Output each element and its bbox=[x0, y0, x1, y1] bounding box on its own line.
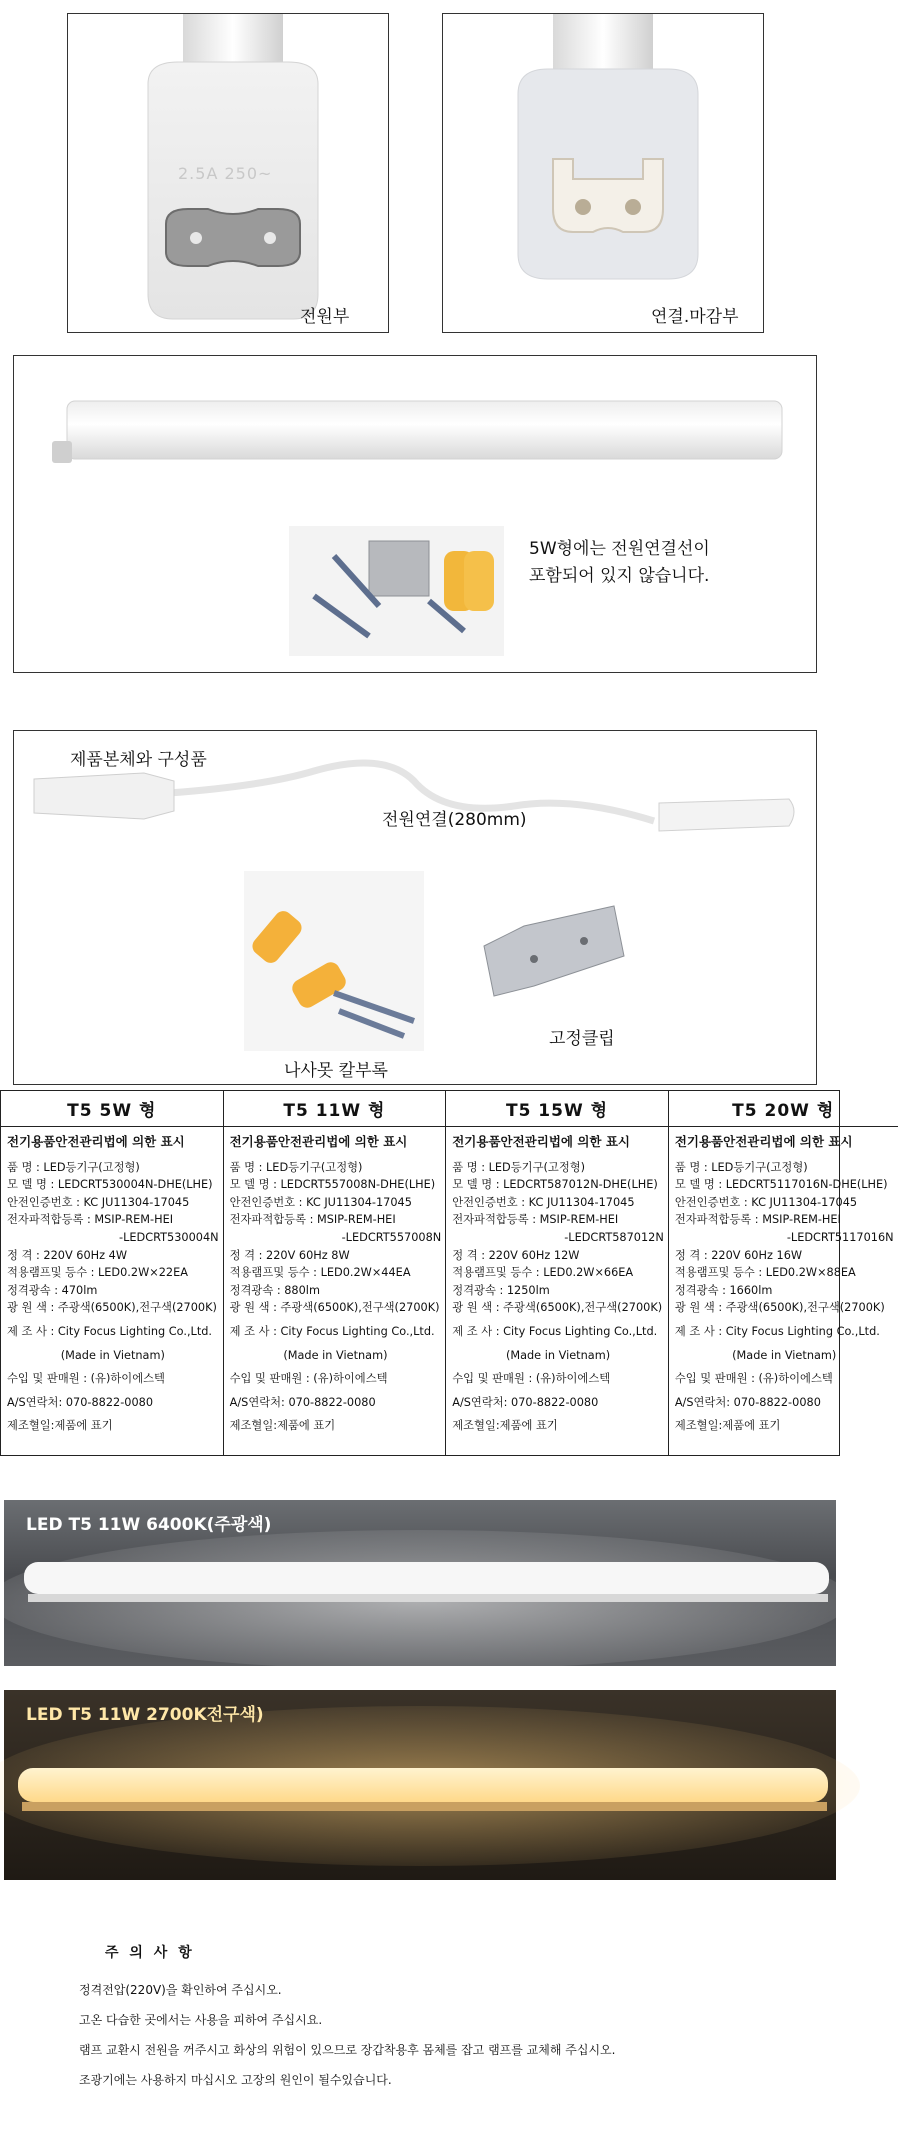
spec-flux: 정격광속 : 1660lm bbox=[674, 1283, 773, 1297]
spec-as: A/S연락처: 070-8822-0080 bbox=[452, 1395, 599, 1409]
spec-subtitle: 전기용품안전관리법에 의한 표시 bbox=[7, 1134, 185, 1149]
spec-emc: 전자파적합등록 : MSIP-REM-HEI bbox=[674, 1213, 841, 1227]
spec-maker: 제 조 사 : City Focus Lighting Co.,Ltd. bbox=[7, 1324, 213, 1338]
spec-model: 모 델 명 : LEDCRT530004N-DHE(LHE) bbox=[7, 1178, 213, 1192]
spec-maker: 제 조 사 : City Focus Lighting Co.,Ltd. bbox=[674, 1324, 880, 1338]
caution-line: 조광기에는 사용하지 마십시오 고장의 원인이 될수있습니다. bbox=[79, 2073, 392, 2087]
spec-model: 모 델 명 : LEDCRT5117016N-DHE(LHE) bbox=[674, 1178, 888, 1192]
spec-product: 품 명 : LED등기구(고정형) bbox=[674, 1160, 808, 1174]
spec-cert: 안전인증번호 : KC JU11304-17045 bbox=[7, 1195, 190, 1209]
spec-column-20w bbox=[669, 1091, 898, 1455]
spec-lamp: 적용램프및 등수 : LED0.2W×66EA bbox=[452, 1266, 634, 1280]
connector-illustration bbox=[443, 14, 765, 334]
spec-importer: 수입 및 판매원 : (유)하이에스텍 bbox=[7, 1372, 165, 1386]
spec-origin: (Made in Vietnam) bbox=[732, 1348, 837, 1362]
daylight-lamp-photo bbox=[4, 1500, 836, 1666]
lamp-5w-photo bbox=[13, 355, 817, 673]
connector-part-photo bbox=[442, 13, 764, 333]
spec-as: A/S연락처: 070-8822-0080 bbox=[229, 1395, 376, 1409]
spec-as: A/S연락처: 070-8822-0080 bbox=[674, 1395, 821, 1409]
spec-model: 모 델 명 : LEDCRT587012N-DHE(LHE) bbox=[452, 1178, 658, 1192]
components-photo bbox=[13, 730, 817, 1085]
power-part-photo bbox=[67, 13, 389, 333]
caution-title: 주 의 사 항 bbox=[105, 1945, 195, 1961]
spec-date: 제조혈일:제품에 표기 bbox=[452, 1419, 558, 1433]
spec-flux: 정격광속 : 880lm bbox=[229, 1283, 320, 1297]
spec-importer: 수입 및 판매원 : (유)하이에스텍 bbox=[452, 1372, 611, 1386]
spec-head: T5 5W 형 bbox=[1, 1091, 223, 1127]
spec-origin: (Made in Vietnam) bbox=[60, 1348, 165, 1362]
caution-line: 정격전압(220V)을 확인하여 주십시오. bbox=[79, 1983, 282, 1997]
lamp-tube-illustration bbox=[14, 356, 818, 674]
spec-flux: 정격광속 : 1250lm bbox=[452, 1283, 550, 1297]
spec-origin: (Made in Vietnam) bbox=[505, 1348, 611, 1362]
spec-lamp: 적용램프및 등수 : LED0.2W×88EA bbox=[674, 1266, 856, 1280]
screw-label: 나사못 칼부록 bbox=[284, 1061, 388, 1081]
spec-product: 품 명 : LED등기구(고정형) bbox=[7, 1160, 140, 1174]
power-socket-embossed-text: 2.5A 250~ bbox=[178, 164, 273, 183]
spec-head: T5 15W 형 bbox=[446, 1091, 668, 1127]
spec-lamp: 적용램프및 등수 : LED0.2W×22EA bbox=[7, 1266, 188, 1280]
spec-color: 광 원 색 : 주광색(6500K),전구색(2700K) bbox=[452, 1301, 663, 1315]
spec-product: 품 명 : LED등기구(고정형) bbox=[452, 1160, 586, 1174]
spec-cert: 안전인증번호 : KC JU11304-17045 bbox=[229, 1195, 412, 1209]
spec-color: 광 원 색 : 주광색(6500K),전구색(2700K) bbox=[7, 1301, 217, 1315]
spec-rating: 정 격 : 220V 60Hz 12W bbox=[452, 1248, 580, 1262]
power-part-label: 전원부 bbox=[300, 307, 350, 327]
spec-emc2: -LEDCRT5117016N bbox=[786, 1230, 894, 1244]
spec-column-11w bbox=[224, 1091, 447, 1455]
spec-cert: 안전인증번호 : KC JU11304-17045 bbox=[452, 1195, 635, 1209]
caution-line: 고온 다습한 곳에서는 사용을 피하여 주십시요. bbox=[79, 2013, 323, 2027]
note-5w-line2: 포함되어 있지 않습니다. bbox=[529, 566, 710, 586]
spec-date: 제조혈일:제품에 표기 bbox=[674, 1419, 781, 1433]
note-5w-line1: 5W형에는 전원연결선이 bbox=[529, 539, 710, 559]
spec-date: 제조혈일:제품에 표기 bbox=[7, 1419, 113, 1433]
spec-table bbox=[0, 1090, 894, 1456]
spec-rating: 정 격 : 220V 60Hz 8W bbox=[229, 1248, 350, 1262]
spec-maker: 제 조 사 : City Focus Lighting Co.,Ltd. bbox=[452, 1324, 658, 1338]
spec-subtitle: 전기용품안전관리법에 의한 표시 bbox=[674, 1134, 853, 1149]
spec-emc: 전자파적합등록 : MSIP-REM-HEI bbox=[7, 1213, 174, 1227]
spec-rating: 정 격 : 220V 60Hz 4W bbox=[7, 1248, 128, 1262]
spec-rating: 정 격 : 220V 60Hz 16W bbox=[674, 1248, 803, 1262]
spec-emc: 전자파적합등록 : MSIP-REM-HEI bbox=[452, 1213, 619, 1227]
spec-subtitle: 전기용품안전관리법에 의한 표시 bbox=[452, 1134, 630, 1149]
spec-importer: 수입 및 판매원 : (유)하이에스텍 bbox=[674, 1372, 833, 1386]
spec-head: T5 20W 형 bbox=[669, 1091, 898, 1127]
spec-maker: 제 조 사 : City Focus Lighting Co.,Ltd. bbox=[229, 1324, 435, 1338]
spec-emc2: -LEDCRT557008N bbox=[341, 1230, 442, 1244]
caution-line: 램프 교환시 전원을 꺼주시고 화상의 위험이 있으므로 장갑착용후 몸체를 잡고 램프를 교체해 주십시오. bbox=[79, 2043, 616, 2057]
spec-emc: 전자파적합등록 : MSIP-REM-HEI bbox=[229, 1213, 396, 1227]
components-illustration bbox=[14, 731, 818, 1086]
clip-label: 고정클립 bbox=[549, 1029, 615, 1049]
warm-lamp-photo bbox=[4, 1690, 836, 1880]
components-title: 제품본체와 구성품 bbox=[70, 750, 207, 770]
spec-emc2: -LEDCRT587012N bbox=[564, 1230, 664, 1244]
spec-subtitle: 전기용품안전관리법에 의한 표시 bbox=[229, 1134, 408, 1149]
spec-cert: 안전인증번호 : KC JU11304-17045 bbox=[674, 1195, 858, 1209]
spec-flux: 정격광속 : 470lm bbox=[7, 1283, 98, 1297]
warm-label: LED T5 11W 2700K전구색) bbox=[26, 1705, 264, 1725]
spec-model: 모 델 명 : LEDCRT557008N-DHE(LHE) bbox=[229, 1178, 436, 1192]
spec-column-15w bbox=[446, 1091, 669, 1455]
spec-importer: 수입 및 판매원 : (유)하이에스텍 bbox=[229, 1372, 388, 1386]
spec-color: 광 원 색 : 주광색(6500K),전구색(2700K) bbox=[674, 1301, 885, 1315]
spec-as: A/S연락처: 070-8822-0080 bbox=[7, 1395, 154, 1409]
connector-part-label: 연결.마감부 bbox=[651, 307, 739, 327]
spec-origin: (Made in Vietnam) bbox=[283, 1348, 388, 1362]
spec-column-5w bbox=[1, 1091, 224, 1455]
spec-color: 광 원 색 : 주광색(6500K),전구색(2700K) bbox=[229, 1301, 440, 1315]
spec-lamp: 적용램프및 등수 : LED0.2W×44EA bbox=[229, 1266, 411, 1280]
spec-head: T5 11W 형 bbox=[224, 1091, 446, 1127]
spec-emc2: -LEDCRT530004N bbox=[119, 1230, 219, 1244]
daylight-label: LED T5 11W 6400K(주광색) bbox=[26, 1515, 272, 1535]
cable-label: 전원연결(280mm) bbox=[382, 810, 527, 830]
spec-date: 제조혈일:제품에 표기 bbox=[229, 1419, 336, 1433]
spec-product: 품 명 : LED등기구(고정형) bbox=[229, 1160, 363, 1174]
